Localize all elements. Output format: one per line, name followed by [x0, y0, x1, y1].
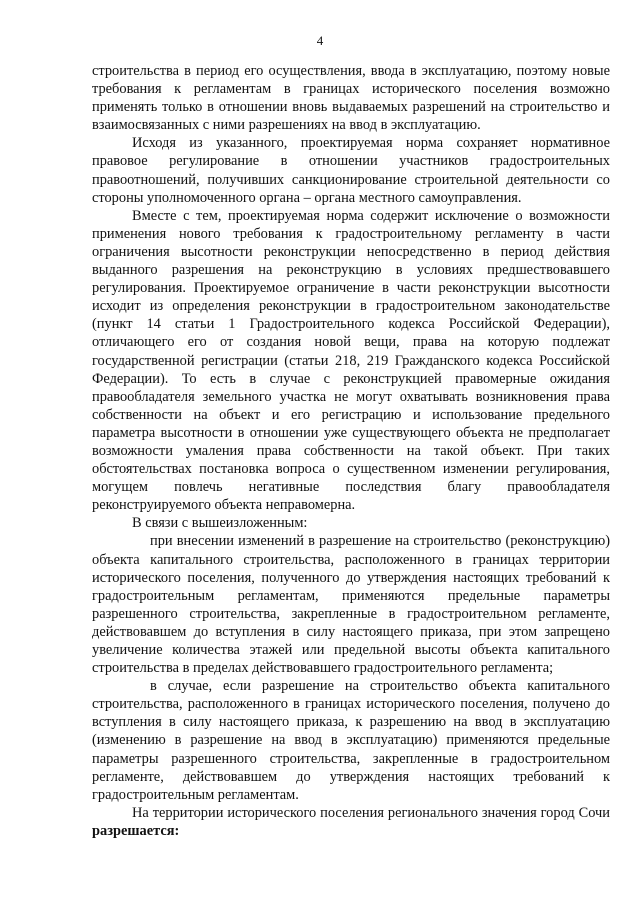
permitted-label: разрешается:: [92, 822, 180, 839]
paragraph-sochi: [92, 804, 610, 840]
paragraph-exception: Вместе с тем, проектируемая норма содержит исключение о возможности применения нового требования к градостроительному регламенту в части ограничения высотности реконструкции непосредственно в период действия выданного разрешения на реконструкцию в условиях предшествовавшего регулирования. Проектируемое ограничение в части реконструкции высотности исходит из определения реконструкции в градостроительном законодательстве (пункт 14 статьи 1 Градостроительного кодекса Российской Федерации), отличающего его от создания новой вещи, права на которую подлежат государственной регистрации (статьи 218, 219 Гражданского кодекса Российской Федерации). То есть в случае с реконструкцией правомерные ожидания правообладателя земельного участка не могут охватывать возникновения права собственности на объект и его регистрацию и использование предельного параметра высотности в отношении уже существующего объекта не предполагает возможности умаления права собственности на такой объект. При таких обстоятельствах постановка вопроса о существенном изменении регулирования, могущем повлечь негативные последствия благу правообладателя реконструируемого объекта неправомерна.: [92, 207, 610, 514]
paragraph-norm-preserves: Исходя из указанного, проектируемая норма сохраняет нормативное правовое регулирование в отношении участников градостроительных правоотношений, получивших санкционирование строительной деятельности со стороны уполномоченного органа – органа местного самоуправления.: [92, 135, 610, 206]
page-number: 4: [316, 33, 324, 48]
sochi-text: На территории исторического поселения регионального значения город Сочи: [132, 804, 610, 821]
paragraph-in-connection: В связи с вышеизложенным:: [132, 515, 308, 532]
document-body: [92, 62, 610, 840]
paragraph-amendments: при внесении изменений в разрешение на строительство (реконструкцию) объекта капитального строительства, расположенного в границах территории исторического поселения, полученного до утверждения настоящих требований к градостроительным регламентам, применяются предельные параметры разрешенного строительства, закрепленные в градостроительном регламенте, действовавшем до вступления в силу настоящего приказа, при этом запрещено увеличение количества этажей или предельной высоты объекта капитального строительства в пределах действовавшего градостроительного регламента;: [92, 533, 610, 677]
paragraph-commissioning: в случае, если разрешение на строительство объекта капитального строительства, расположенного в границах исторического поселения, получено до вступления в силу настоящего приказа, к разрешению на ввод в эксплуатацию (изменению в разрешение на ввод в эксплуатацию) применяются предельные параметры разрешенного строительства, закрепленные в градостроительном регламенте, действовавшем до утверждения настоящих требований к градостроительным регламентам.: [92, 678, 610, 803]
paragraph-continuation: строительства в период его осуществления, ввода в эксплуатацию, поэтому новые требования к регламентам в границах исторического поселения возможно применять только в отношении вновь выдаваемых разрешений на строительство и взаимосвязанных с ними разрешениях на ввод в эксплуатацию.: [92, 63, 610, 134]
